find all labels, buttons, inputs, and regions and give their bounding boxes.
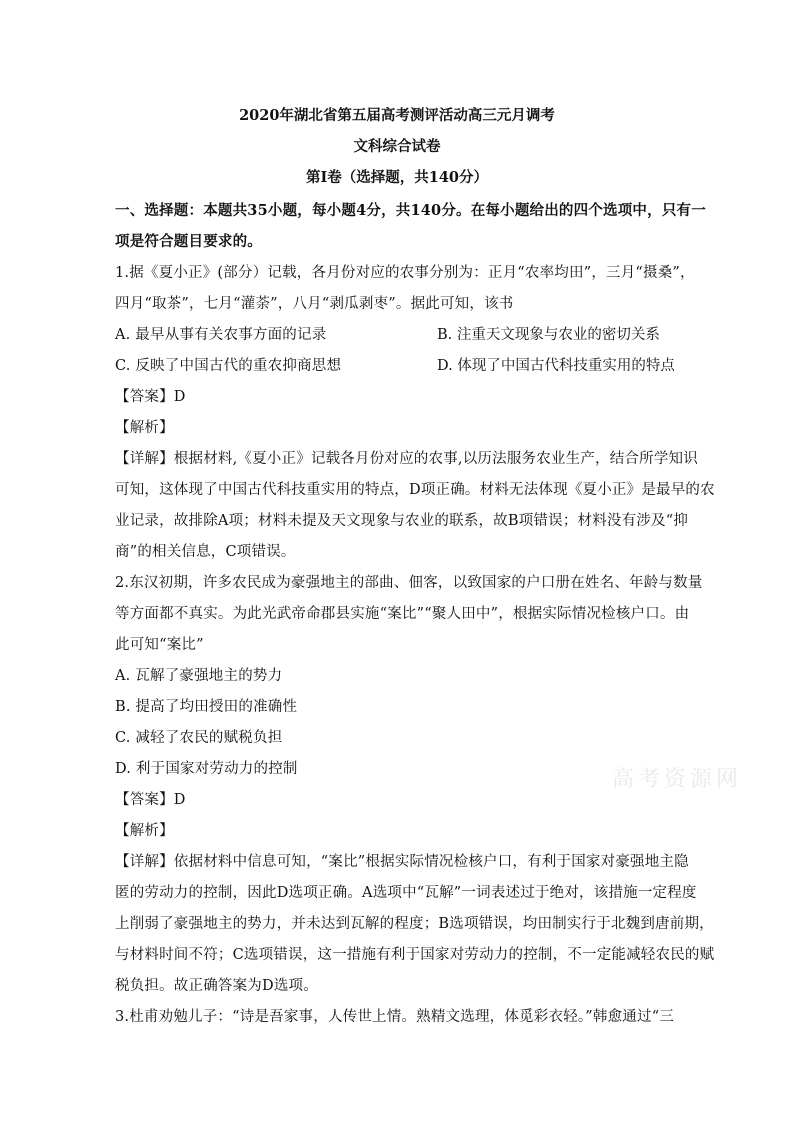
q2-detail-line-1: 【详解】依据材料中信息可知，“案比”根据实际情况检核户口，有利于国家对豪强地主隐: [115, 854, 689, 870]
q1-option-a: A. 最早从事有关农事方面的记录: [115, 327, 327, 343]
q2-stem-line-2: 等方面都不真实。为此光武帝命郡县实施“案比”“聚人田中”，根据实际情况检核户口。由: [115, 606, 690, 622]
q2-detail-line-2: 匿的劳动力的控制，因此D选项正确。A选项中“瓦解”一词表述过于绝对，该措施一定程度: [115, 885, 697, 901]
q1-option-d: D. 体现了中国古代科技重实用的特点: [437, 358, 675, 374]
q1-detail-line-2: 可知，这体现了中国古代科技重实用的特点，D项正确。材料无法体现《夏小正》是最早的农: [115, 482, 715, 498]
q2-analysis-heading: 【解析】: [115, 823, 174, 839]
q1-analysis-heading: 【解析】: [115, 420, 174, 436]
q2-detail-line-3: 上削弱了豪强地主的势力，并未达到瓦解的程度；B选项错误，均田制实行于北魏到唐前期，: [115, 916, 714, 932]
exam-subtitle: 文科综合试卷: [353, 138, 441, 155]
q2-detail-line-4: 与材料时间不符；C选项错误，这一措施有利于国家对劳动力的控制，不一定能减轻农民的赋: [115, 947, 715, 963]
exam-title: 2020年湖北省第五届高考测评活动高三元月调考: [239, 107, 555, 124]
q2-option-c: C. 减轻了农民的赋税负担: [115, 730, 283, 746]
watermark: 高考资源网: [612, 767, 743, 792]
instructions-line-2: 项是符合题目要求的。: [115, 233, 262, 250]
q1-detail-line-1: 【详解】根据材料,《夏小正》记载各月份对应的农事,以历法服务农业生产，结合所学知识: [115, 451, 698, 467]
q2-answer: 【答案】D: [115, 792, 186, 808]
q2-option-b: B. 提高了均田授田的准确性: [115, 699, 298, 715]
q3-stem-line-1: 3.杜甫劝勉儿子：“诗是吾家事，人传世上情。熟精文选理，体觅彩衣轻。”韩愈通过“三: [115, 1009, 675, 1025]
instructions-line-1: 一、选择题：本题共35小题，每小题4分，共140分。在每小题给出的四个选项中，只有一: [115, 202, 706, 219]
q1-option-c: C. 反映了中国古代的重农抑商思想: [115, 358, 342, 374]
q1-detail-line-4: 商”的相关信息，C项错误。: [115, 544, 296, 560]
q1-detail-line-3: 业记录，故排除A项；材料未提及天文现象与农业的联系，故B项错误；材料没有涉及“抑: [115, 513, 689, 529]
q2-stem-line-1: 2.东汉初期，许多农民成为豪强地主的部曲、佃客，以致国家的户口册在姓名、年龄与数量: [115, 575, 703, 591]
q1-stem-line-1: 1.据《夏小正》(部分）记载，各月份对应的农事分别为：正月“农率均田”，三月“摄桑”，: [115, 265, 695, 281]
q1-answer: 【答案】D: [115, 389, 186, 405]
q2-stem-line-3: 此可知“案比”: [115, 637, 204, 653]
q2-option-a: A. 瓦解了豪强地主的势力: [115, 668, 283, 684]
q2-option-d: D. 利于国家对劳动力的控制: [115, 761, 298, 777]
q2-detail-line-5: 税负担。故正确答案为D选项。: [115, 978, 318, 994]
q1-stem-line-2: 四月“取茶”，七月“灌荼”，八月“剥瓜剥枣”。据此可知，该书: [115, 296, 514, 312]
q1-option-b: B. 注重天文现象与农业的密切关系: [437, 327, 660, 343]
section-title: 第Ⅰ卷（选择题，共140分）: [305, 169, 489, 186]
